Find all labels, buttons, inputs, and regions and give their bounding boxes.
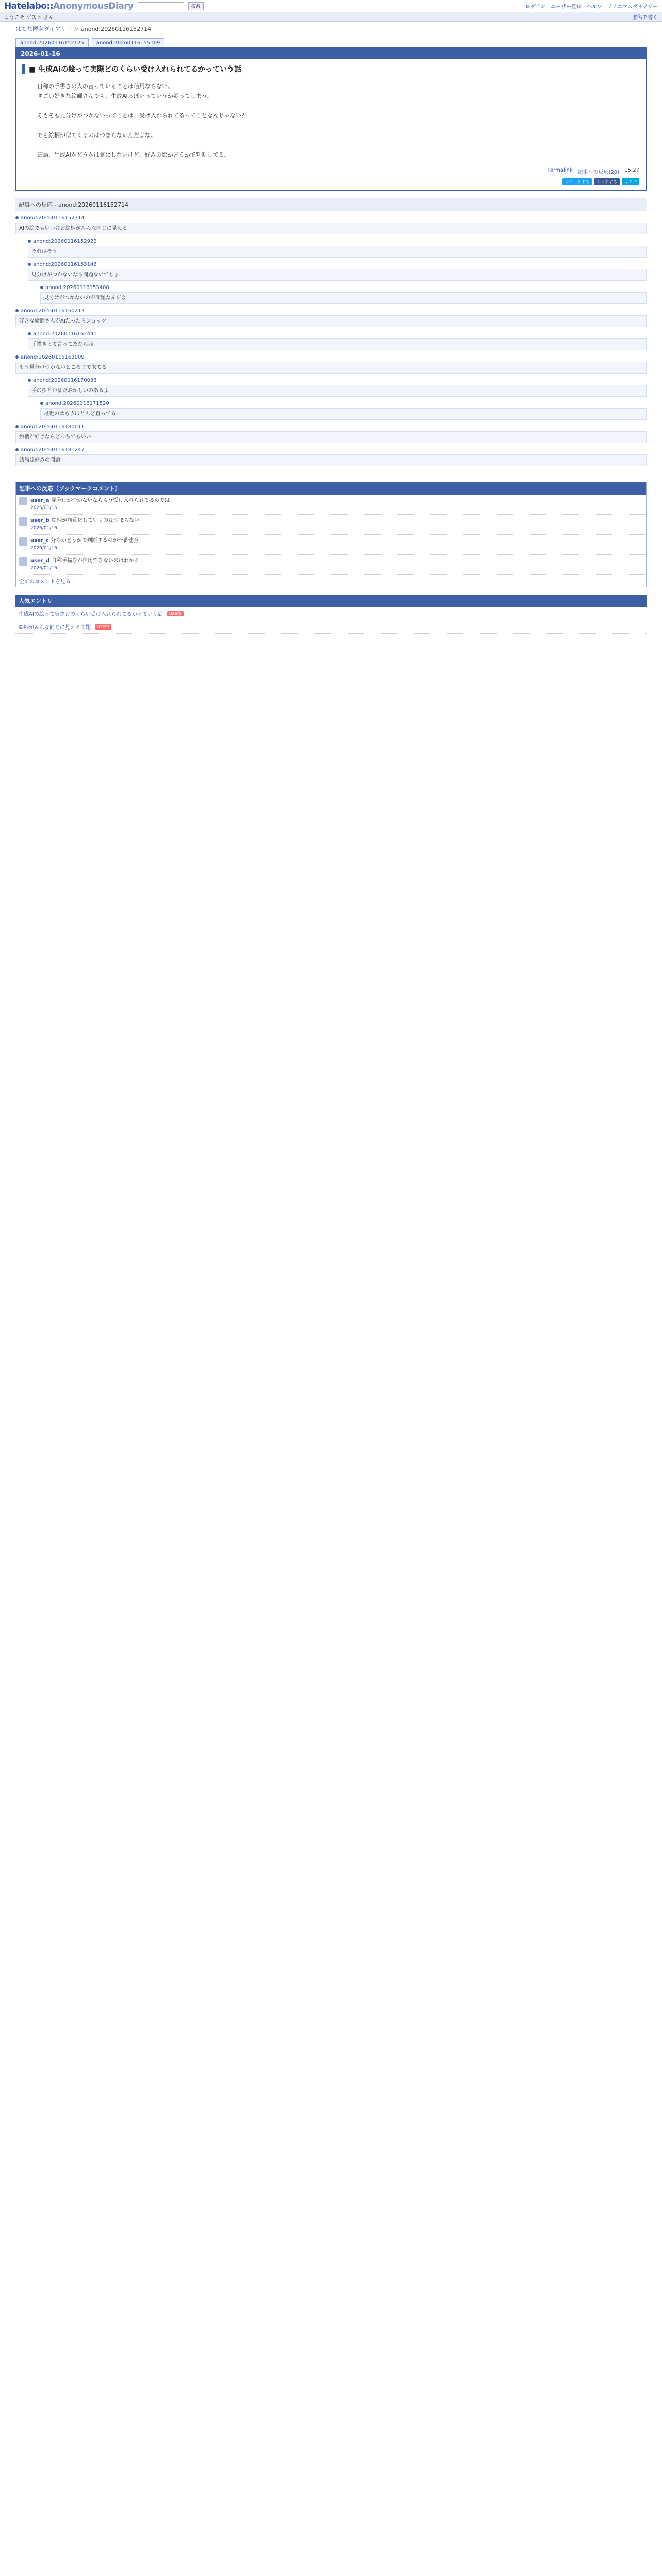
comment-link[interactable]: anond:20260116152714 — [21, 215, 85, 221]
comment-body: もう見分けつかないところまで来てる — [15, 362, 647, 374]
comment-header — [15, 446, 647, 453]
comment-link[interactable]: anond:20260116180011 — [21, 423, 85, 430]
user-avatar[interactable] — [19, 537, 27, 546]
comment-header — [28, 377, 647, 384]
entry-tabs — [0, 36, 662, 47]
comment-bullet-icon — [15, 448, 19, 451]
comment-header — [40, 284, 647, 291]
popular-title[interactable]: 生成AIの絵って実際どのくらい受け入れられてるかっていう話 — [19, 612, 163, 617]
comment-bullet-icon — [28, 263, 31, 266]
comment-bullet-icon — [40, 402, 43, 405]
bookmark-item — [16, 515, 646, 535]
comment-link[interactable]: anond:20260116152922 — [33, 238, 97, 244]
comment-body: 手描きって言ってたならね — [28, 338, 647, 350]
popular-list — [15, 607, 647, 634]
comments-section — [15, 198, 647, 466]
comment-link[interactable]: anond:20260116153408 — [45, 284, 109, 291]
trackback-link[interactable]: 記事への反応(20) — [577, 170, 620, 175]
breadcrumb-home[interactable]: はてな匿名ダイアリー — [15, 26, 72, 32]
bookmark-item — [16, 495, 646, 515]
comment — [15, 214, 647, 234]
comment — [28, 261, 647, 281]
comment-body: 見分けがつかないのが問題なんだよ — [40, 292, 647, 304]
top-links — [525, 2, 658, 10]
top-bar — [0, 0, 662, 12]
entry-paragraph: 結局、生成AIかどうかは気にしないけど、好みの絵かどうかで判断してる。 — [37, 151, 230, 158]
comments-list — [15, 214, 647, 466]
user-avatar[interactable] — [19, 497, 27, 505]
comment — [15, 353, 647, 374]
tab-next-entry[interactable]: anond:20260116155109 — [92, 38, 165, 47]
entry-paragraph: 自称の手書きの人の言っていることは信用ならない。 — [37, 83, 173, 90]
comment — [40, 284, 647, 304]
comment — [15, 446, 647, 466]
comments-header: 記事への反応 - anond:20260116152714 — [15, 198, 647, 211]
entry-paragraph: そもそも見分けがつかないってことは、受け入れられてるってことなんじゃない？ — [37, 112, 247, 119]
entry-body — [16, 81, 646, 165]
comment-header — [28, 330, 647, 337]
help-link[interactable]: ヘルプ — [587, 4, 603, 10]
entry-title[interactable]: ■ 生成AIの絵って実際どのくらい受け入れられてるかっていう話 — [22, 64, 640, 74]
popular-item — [15, 620, 647, 634]
comment-body: それはそう — [28, 246, 647, 258]
bookmark-section — [15, 482, 647, 587]
comment-bullet-icon — [40, 286, 43, 289]
comment-body: 見分けがつかないなら問題ないでしょ — [28, 269, 647, 281]
popular-count: users — [167, 611, 184, 616]
comment-link[interactable]: anond:20260116163009 — [21, 354, 85, 360]
bookmark-content — [30, 537, 139, 552]
user-avatar[interactable] — [19, 517, 27, 526]
comment-bullet-icon — [28, 379, 31, 382]
bookmark-comment: 好みかどうかで判断するのが一番健全 — [51, 538, 139, 544]
search-button[interactable]: 検索 — [188, 2, 204, 10]
comment — [15, 423, 647, 443]
comment-header — [28, 238, 647, 245]
comment-body: 手の指とかまだおかしいのあるよ — [28, 385, 647, 397]
user-avatar[interactable] — [19, 557, 27, 566]
paragraph-gap — [37, 140, 625, 150]
bookmark-header: 記事への反応（ブックマークコメント） — [16, 482, 646, 495]
popular-count: users — [95, 624, 111, 630]
comment-body: 絵柄が好きならどっちでもいい — [15, 431, 647, 443]
popular-title[interactable]: 絵柄がみんな同じに見える問題 — [19, 625, 91, 631]
comment-bullet-icon — [28, 332, 31, 335]
bookmark-date: 2026/01/16 — [30, 566, 57, 571]
comment-link[interactable]: anond:20260116181247 — [21, 447, 85, 453]
bookmark-user[interactable]: user_c — [30, 538, 49, 544]
bookmark-item — [16, 555, 646, 575]
comment-bullet-icon — [15, 309, 19, 312]
popular-item — [15, 607, 647, 620]
entry-paragraph: でも絵柄が似てくるのはつまらないんだよな。 — [37, 132, 156, 139]
comment-header — [15, 353, 647, 361]
search-input[interactable] — [138, 2, 184, 10]
bookmark-comment: 自称手描きが信用できないのはわかる — [51, 558, 139, 564]
permalink-link[interactable]: Permalink — [547, 167, 573, 173]
comment-bullet-icon — [15, 425, 19, 428]
comment — [28, 377, 647, 397]
entry-date: 2026-01-16 — [16, 48, 646, 59]
tweet-button[interactable]: ツイートする — [562, 178, 592, 185]
bookmark-date: 2026/01/16 — [30, 505, 57, 511]
paragraph-gap — [37, 121, 625, 130]
comment — [28, 238, 647, 258]
paragraph-gap — [37, 101, 625, 111]
bookmark-comment: 絵柄が均質化していくのはつまらない — [51, 518, 139, 523]
bookmark-date: 2026/01/16 — [30, 526, 57, 531]
comment-body: 結局は好みの問題 — [15, 454, 647, 466]
sub-bar — [0, 12, 662, 22]
bookmark-user[interactable]: user_a — [30, 498, 49, 503]
bookmark-content — [30, 557, 139, 572]
entry — [15, 47, 647, 191]
comment-link[interactable]: anond:20260116153146 — [33, 261, 97, 267]
anond-top-link[interactable]: アノニマスダイアリー — [607, 4, 658, 10]
comment-link[interactable]: anond:20260116170033 — [33, 377, 97, 383]
popular-header: 人気エントリ — [15, 595, 647, 607]
bookmark-date: 2026/01/16 — [30, 546, 57, 551]
bookmark-list — [16, 495, 646, 575]
comment-header — [15, 307, 647, 314]
comment — [40, 400, 647, 420]
bookmark-user[interactable]: user_b — [30, 518, 49, 523]
login-link[interactable]: ログイン — [525, 4, 546, 10]
welcome-text: ようこそ ゲスト さん — [4, 15, 54, 21]
share-buttons — [16, 177, 646, 190]
entry-paragraph: すごい好きな絵師さんでも、生成AIっぽいっていうか疑ってしまう。 — [37, 93, 213, 99]
comment — [28, 330, 647, 350]
comment — [15, 307, 647, 327]
register-link[interactable]: ユーザー登録 — [551, 4, 582, 10]
breadcrumb-separator: ＞ — [73, 26, 79, 32]
hatena-bookmark-button[interactable]: はてブ — [622, 178, 639, 185]
facebook-share-button[interactable]: シェアする — [594, 178, 620, 185]
comment-header — [15, 214, 647, 222]
breadcrumb — [0, 22, 662, 36]
bookmark-content — [30, 497, 170, 512]
bookmark-comment: 見分けがつかないならもう受け入れられてるのでは — [51, 498, 170, 503]
bookmark-item — [16, 535, 646, 555]
entry-footer — [16, 165, 646, 177]
comment-link[interactable]: anond:20260116162441 — [33, 331, 97, 337]
comment-link[interactable]: anond:20260116171520 — [45, 400, 109, 406]
all-comments-link[interactable]: 全てのコメントを見る — [19, 579, 71, 585]
entry-time: 15:27 — [624, 167, 639, 173]
bookmark-footer — [16, 575, 646, 587]
write-link[interactable]: 匿名で書く — [632, 15, 658, 21]
comment-header — [40, 400, 647, 407]
comment-body: 好きな絵師さんがAIだったらショック — [15, 315, 647, 327]
comment-body: 最近のはもうほとんど直ってる — [40, 408, 647, 420]
bookmark-user[interactable]: user_d — [30, 558, 49, 564]
comment-header — [15, 423, 647, 430]
popular-section — [15, 595, 647, 634]
site-logo[interactable]: Hatelabo::AnonymousDiary — [4, 1, 134, 11]
comment-bullet-icon — [15, 216, 19, 219]
comment-header — [28, 261, 647, 268]
comment-bullet-icon — [15, 355, 19, 359]
comment-bullet-icon — [28, 240, 31, 243]
tab-prev-entry[interactable]: anond:20260116152125 — [15, 38, 89, 47]
bookmark-content — [30, 517, 139, 532]
breadcrumb-current: anond:20260116152714 — [81, 26, 152, 32]
comment-link[interactable]: anond:20260116160213 — [21, 308, 85, 314]
comment-body: AIの絵でもいいけど絵柄がみんな同じに見える — [15, 223, 647, 234]
